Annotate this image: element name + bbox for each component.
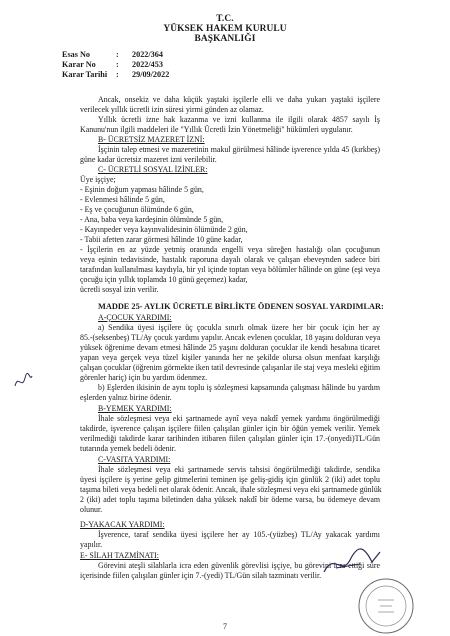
article-line: taşıma bileti veya bedeli net olarak ödenir. Ancak, ihale sözleşmesi veya eki şartnamede günlük [80,485,382,494]
body-line: Kanunu'nun ilgili maddeleri ile "Yıllık Ücretli İzin Yönetmeliği" hükümleri uygulanır. [80,125,353,134]
article-line: Görevini ateşli silahlarla icra eden güvenlik görevlisi işçiye, bu görevini icra ettiği süre [98,561,380,570]
article-line: takdirde, işverence çalışan işçilere fiilen çalışılan günler için bir öğün yemek verilir. Yemek [80,424,380,433]
list-item: - Tabii afetten zarar görmesi hâlinde 10 güne kadar, [80,235,243,244]
list-item: - Ana, baba veya kardeşinin ölümünde 5 gün, [80,215,224,224]
ref-sep: : [116,70,119,79]
article-line: üyesi işçilere iş yerine gelip gitmelerini teminen işe geliş-gidiş için günlük 2 (iki) adet toplu [80,475,380,484]
article-line: a) Sendika üyesi işçilere üç çocukla sınırlı olmak üzere her bir çocuk için her ay [98,323,380,332]
article-line: yüksek öğrenime devam etmesi hâlinde 25 yaşını dolduran çocuklar ile kendi hesabına ticaret [80,343,380,352]
body-line: güne kadar ücretsiz mazeret izni verilebilir. [80,155,217,164]
body-line: ücretli sosyal izin verilir. [80,285,159,294]
article-line: İhale sözleşmesi veya eki şartnamede servis tahsisi öngörülmediği takdirde, sendika [98,465,380,474]
ref-value: 29/09/2022 [132,70,170,79]
body-line: İşçinin talep etmesi ve mazeretinin makul görülmesi hâlinde işverence yılda 45 (kırkbeş) [98,145,380,154]
article-line: İhale sözleşmesi veya eki şartnamede aynî veya nakdî yemek yardımı öngörülmediği [98,414,380,423]
list-item: - Eş ve çocuğunun ölümünde 6 gün, [80,205,194,214]
article-line: verilmediği takdirde karar tarihinden itibaren fiilen çalışılan günler için 17.-(onyedi)TL/Gün [80,434,380,443]
article-line: yapılır. [80,540,103,549]
list-item: - Evlenmesi hâlinde 5 gün, [80,195,165,204]
header-presidency: BAŞKANLIĞI [194,34,256,44]
margin-initial-mark [12,370,34,392]
body-line: verilecek yıllık ücretli izin süresi yirmi günden az olamaz. [80,105,264,114]
ref-esas [62,50,163,59]
article-line: 85.-(seksenbeş) TL/Ay çocuk yardımı yapılır. Ancak evlenen çocuklar, 18 yaşını dolduran veya [80,333,381,342]
ref-label: Karar No [62,60,96,69]
body-line: Üye işçiye; [80,175,116,184]
section-heading: B- ÜCRETSİZ MAZERET İZNİ: [98,135,205,144]
article-line: içerisinde fiilen çalışılan günler için 7.-(yedi) TL/Gün silah tazminatı verilir. [80,571,322,580]
list-item: - İşçilerin en az yüzde yetmiş oranında engelli veya süreğen hastalığı olan çocuğunun [80,245,380,254]
list-item: - Eşinin doğum yapması hâlinde 5 gün, [80,185,204,194]
section-heading: E- SİLAH TAZMİNATI: [80,551,159,560]
section-heading: B-YEMEK YARDIMI: [98,404,172,413]
body-line: çocuğu için yıllık toplamda 10 günü geçemez) kadar, [80,275,248,284]
ref-tarih [62,70,169,79]
article-line: olunur. [80,505,103,514]
section-heading: A-ÇOCUK YARDIMI: [98,313,172,322]
ref-label: Esas No [62,50,90,59]
list-item: - Kayınpeder veya kayınvalidesinin ölümünde 2 gün, [80,225,248,234]
ref-karar [62,60,163,69]
article-line: çalışan çocuklar (öğrenim görmekte iken tatil devresinde çalışanlar ile staj veya mesleki eğitim [80,363,381,372]
article-line: b) Eşlerden ikisinin de aynı toplu iş sözleşmesi kapsamında çalışması hâlinde bu yardım [98,383,380,392]
article-line: yapan veya gerçek veya tüzel kişiler yanında her ne şekilde olursa olsun menfaat karşılığı [80,353,380,362]
article-line: İşverence, taraf sendika üyesi işçilere her ay 105.-(yüzbeş) TL/Ay yakacak yardımı [98,530,380,539]
ref-sep: : [116,60,119,69]
ref-label: Karar Tarihi [62,70,108,79]
ref-value: 2022/453 [132,60,163,69]
page-number: 7 [223,622,227,631]
article-line: eşlerden yalnız birine ödenir. [80,393,172,402]
ref-value: 2022/364 [132,50,163,59]
ref-sep: : [116,50,119,59]
body-line: tarafından kullanılması kaydıyla, bir yıl içinde toptan veya bölümler hâlinde on güne (eşi veya [80,265,380,274]
article-line: görenler hariç) için bu yardım ödenmez. [80,373,208,382]
body-line: veya eşinin tedavisinde, hastalık raporuna dayalı olarak ve çalışan ebeveynden sadece biri [80,255,380,264]
body-line: Yıllık ücretli izne hak kazanma ve izni kullanma ile ilgili olarak 4857 sayılı İş [98,115,380,124]
article-title: MADDE 25- AYLIK ÜCRETLE BİRLİKTE ÖDENEN SOSYAL YARDIMLAR: [98,302,384,311]
article-line: tutarında yemek bedeli ödenir. [80,444,176,453]
article-line: 2 (iki) adet toplu taşıma biletinden daha yüksek nakdî bir ödeme varsa, bu ödemeye devam [80,495,380,504]
header-tc: T.C. [216,14,234,24]
header-institution: YÜKSEK HAKEM KURULU [163,24,287,34]
section-heading: C- ÜCRETLİ SOSYAL İZİNLER: [98,165,208,174]
section-heading: C-VASITA YARDIMI: [98,455,171,464]
section-heading: D-YAKACAK YARDIMI: [80,520,165,529]
body-line: Ancak, onsekiz ve daha küçük yaştaki işçilerle elli ve daha yukarı yaştaki işçilere [98,95,380,104]
